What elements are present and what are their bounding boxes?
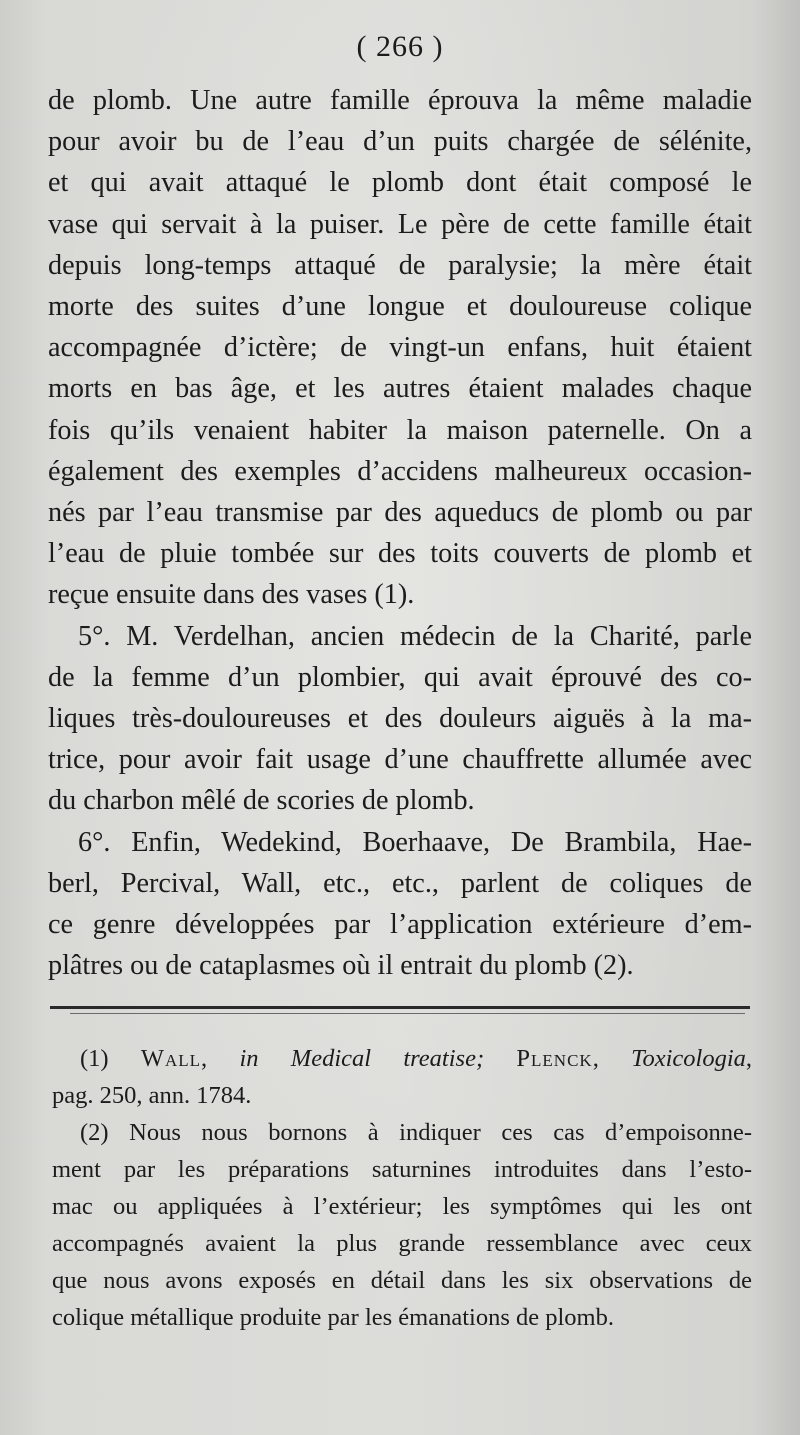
- text-line: et qui avait attaqué le plomb dont était composé le: [48, 167, 752, 199]
- page-number: ( 266 ): [356, 30, 444, 63]
- text-line: de la femme d’un plombier, qui avait éprouvé des co-: [48, 661, 752, 693]
- footnote-2-line: mac ou appliquées à l’extérieur; les symptômes qui les ont: [52, 1193, 752, 1220]
- footnote-2-line: accompagnés avaient la plus grande ressemblance avec ceux: [52, 1230, 752, 1257]
- text-line: de plomb. Une autre famille éprouva la même maladie: [48, 85, 752, 116]
- footnote-1-continuation: pag. 250, ann. 1784.: [52, 1082, 252, 1109]
- footnote-2-line: ment par les préparations saturnines introduites dans l’esto-: [52, 1156, 752, 1183]
- text-line: pour avoir bu de l’eau d’un puits chargée de sélénite,: [48, 126, 752, 158]
- footnote-1-separator: ,: [201, 1045, 240, 1072]
- footnote-1: (1) Wall, in Medical treatise; Plenck, Toxicologia,: [80, 1045, 752, 1072]
- paragraph-5-first-line: 5°. M. Verdelhan, ancien médecin de la Charité, parle: [78, 620, 752, 652]
- footnote-1-separator: ,: [592, 1045, 632, 1072]
- text-line: du charbon mêlé de scories de plomb.: [48, 785, 475, 817]
- main-text: [48, 80, 752, 986]
- text-line: nés par l’eau transmise par des aqueducs de plomb ou par: [48, 497, 752, 529]
- footnote-1-author-plenck: Plenck: [516, 1045, 593, 1072]
- footnote-2-line: (2) Nous nous bornons à indiquer ces cas d’empoisonne-: [80, 1119, 752, 1146]
- footnote-rule: [50, 1006, 750, 1009]
- footnotes: [52, 1040, 752, 1336]
- text-line: plâtres ou de cataplasmes où il entrait du plomb (2).: [48, 950, 634, 982]
- text-line: accompagnée d’ictère; de vingt-un enfans, huit étaient: [48, 332, 752, 364]
- text-line: depuis long-temps attaqué de paralysie; la mère était: [48, 249, 752, 281]
- text-line: fois qu’ils venaient habiter la maison paternelle. On a: [48, 414, 752, 446]
- text-line: ce genre développées par l’application extérieure d’em-: [48, 909, 752, 941]
- text-line: trice, pour avoir fait usage d’une chauffrette allumée avec: [48, 744, 752, 776]
- footnote-1-author-wall: Wall: [140, 1045, 202, 1072]
- text-line: l’eau de pluie tombée sur des toits couverts de plomb et: [48, 538, 752, 570]
- text-line: morts en bas âge, et les autres étaient malades chaque: [48, 373, 752, 405]
- footnote-1-number: (1): [80, 1045, 109, 1072]
- text-line: également des exemples d’accidens malheureux occasion-: [48, 455, 752, 487]
- footnote-2-line: colique métallique produite par les émanations de plomb.: [52, 1304, 614, 1331]
- paragraph-6-first-line: 6°. Enfin, Wedekind, Boerhaave, De Brambila, Hae-: [78, 826, 752, 858]
- text-line: berl, Percival, Wall, etc., etc., parlent de coliques de: [48, 867, 752, 899]
- text-line: vase qui servait à la puiser. Le père de cette famille était: [48, 208, 752, 240]
- footnote-2-line: que nous avons exposés en détail dans les six observations de: [52, 1267, 752, 1294]
- text-line: reçue ensuite dans des vases (1).: [48, 579, 415, 611]
- text-line: morte des suites d’une longue et douloureuse colique: [48, 291, 752, 323]
- footnote-1-work-toxicologia: Toxicologia: [631, 1045, 746, 1072]
- text-line: liques très-douloureuses et des douleurs aiguës à la ma-: [48, 703, 752, 735]
- footnote-1-work-medical-treatise: in Medical treatise;: [239, 1045, 485, 1072]
- footnote-rule-thin: [70, 1013, 745, 1014]
